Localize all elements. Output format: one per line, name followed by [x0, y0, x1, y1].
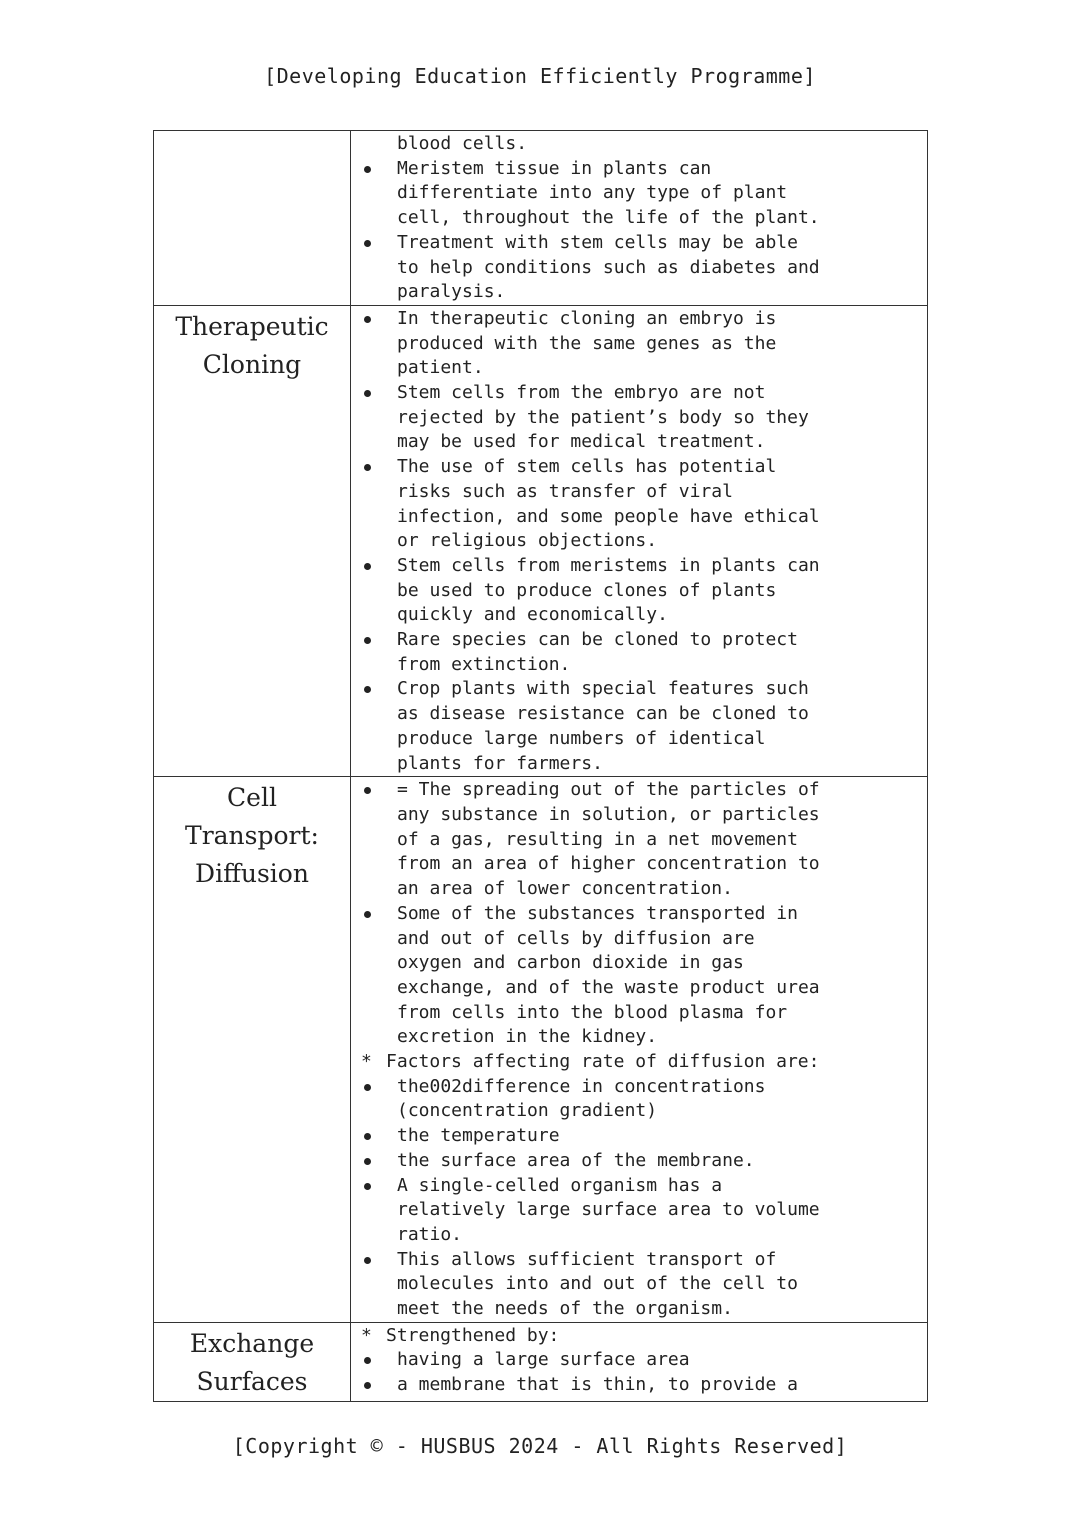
note-line: [351, 206, 927, 231]
bullet-icon: [351, 902, 397, 927]
note-line: [351, 1373, 927, 1398]
note-text: meet the needs of the organism.: [397, 1298, 733, 1320]
note-text: ratio.: [397, 1223, 463, 1245]
bullet-dot-icon: [364, 1158, 371, 1165]
note-text: from an area of higher concentration to: [397, 853, 820, 875]
note-text: produced with the same genes as the: [397, 332, 777, 354]
topic-title-line: Diffusion: [195, 859, 309, 889]
topic-cell: [154, 1322, 351, 1401]
topic-title-line: Cell: [227, 783, 277, 813]
table-row: [154, 131, 928, 306]
note-text: (concentration gradient): [397, 1100, 658, 1122]
note-line: [351, 579, 927, 604]
note-text: plants for farmers.: [397, 752, 603, 774]
bullet-dot-icon: [364, 240, 371, 247]
indent-spacer: [351, 1297, 397, 1322]
note-line: [351, 1223, 927, 1248]
note-line: [351, 951, 927, 976]
note-line: [351, 653, 927, 678]
note-text: In therapeutic cloning an embryo is: [397, 307, 777, 329]
note-line: [351, 1297, 927, 1322]
note-text: rejected by the patient’s body so they: [397, 406, 809, 428]
topic-title-line: Surfaces: [196, 1366, 308, 1396]
topic-cell: [154, 131, 351, 306]
topic-cell: [154, 777, 351, 1322]
note-text: exchange, and of the waste product urea: [397, 976, 820, 998]
bullet-dot-icon: [364, 166, 371, 173]
asterisk-glyph-icon: *: [361, 1051, 372, 1073]
bullet-icon: [351, 628, 397, 653]
note-line: [351, 976, 927, 1001]
note-line: [351, 406, 927, 431]
note-line: [351, 430, 927, 455]
note-line: [351, 132, 927, 157]
note-text: risks such as transfer of viral: [397, 480, 733, 502]
bullet-dot-icon: [364, 1133, 371, 1140]
note-text: molecules into and out of the cell to: [397, 1273, 798, 1295]
note-text: having a large surface area: [397, 1349, 690, 1371]
note-line: [351, 231, 927, 256]
note-line: [351, 752, 927, 777]
indent-spacer: [351, 951, 397, 976]
indent-spacer: [351, 356, 397, 381]
bullet-dot-icon: [364, 686, 371, 693]
note-line: [351, 1348, 927, 1373]
bullet-icon: [351, 1348, 397, 1373]
asterisk-icon: [351, 1324, 397, 1349]
table-row: [154, 1322, 928, 1401]
page-header: [Developing Education Efficiently Programme]: [264, 64, 816, 88]
bullet-dot-icon: [364, 390, 371, 397]
note-text: excretion in the kidney.: [397, 1026, 658, 1048]
note-line: [351, 181, 927, 206]
note-line: [351, 455, 927, 480]
note-text: oxygen and carbon dioxide in gas: [397, 952, 744, 974]
note-text: an area of lower concentration.: [397, 878, 733, 900]
bullet-dot-icon: [364, 1084, 371, 1091]
bullet-icon: [351, 231, 397, 256]
note-text: Meristem tissue in plants can: [397, 157, 712, 179]
bullet-icon: [351, 157, 397, 182]
note-text: Rare species can be cloned to protect: [397, 629, 798, 651]
indent-spacer: [351, 480, 397, 505]
note-line: [351, 828, 927, 853]
note-text: produce large numbers of identical: [397, 727, 766, 749]
note-text: any substance in solution, or particles: [397, 803, 820, 825]
indent-spacer: [351, 280, 397, 305]
bullet-icon: [351, 455, 397, 480]
indent-spacer: [351, 256, 397, 281]
note-line: [351, 1198, 927, 1223]
note-line: [351, 307, 927, 332]
indent-spacer: [351, 927, 397, 952]
note-line: [351, 157, 927, 182]
topic-cell: [154, 305, 351, 776]
indent-spacer: [351, 1099, 397, 1124]
asterisk-glyph-icon: *: [361, 1324, 372, 1346]
topic-title-line: Cloning: [202, 349, 302, 379]
notes-table: [153, 130, 928, 1402]
note-text: = The spreading out of the particles of: [397, 779, 820, 801]
note-line: [351, 902, 927, 927]
topic-title-line: Therapeutic: [175, 311, 329, 341]
bullet-dot-icon: [364, 637, 371, 644]
notes-cell: [351, 1322, 928, 1401]
note-line: [351, 1050, 927, 1075]
note-line: [351, 256, 927, 281]
indent-spacer: [351, 1025, 397, 1050]
note-text: the surface area of the membrane.: [397, 1149, 755, 1171]
bullet-icon: [351, 1174, 397, 1199]
note-text: blood cells.: [397, 133, 528, 154]
note-text: patient.: [397, 357, 484, 379]
indent-spacer: [351, 430, 397, 455]
indent-spacer: [351, 603, 397, 628]
note-text: paralysis.: [397, 281, 506, 303]
note-text: may be used for medical treatment.: [397, 431, 766, 453]
bullet-icon: [351, 1149, 397, 1174]
note-line: [351, 727, 927, 752]
note-line: [351, 1025, 927, 1050]
indent-spacer: [351, 1198, 397, 1223]
note-text: of a gas, resulting in a net movement: [397, 828, 798, 850]
note-line: [351, 1174, 927, 1199]
note-line: [351, 1149, 927, 1174]
note-text: be used to produce clones of plants: [397, 579, 777, 601]
note-line: [351, 1075, 927, 1100]
note-line: [351, 877, 927, 902]
note-line: [351, 803, 927, 828]
note-line: [351, 529, 927, 554]
note-line: [351, 280, 927, 305]
note-text: and out of cells by diffusion are: [397, 927, 755, 949]
indent-spacer: [351, 976, 397, 1001]
table-row: [154, 777, 928, 1322]
indent-spacer: [351, 132, 397, 157]
bullet-dot-icon: [364, 464, 371, 471]
note-text: Some of the substances transported in: [397, 902, 798, 924]
note-text: Strengthened by:: [386, 1324, 560, 1346]
note-text: quickly and economically.: [397, 604, 668, 626]
bullet-icon: [351, 307, 397, 332]
indent-spacer: [351, 1223, 397, 1248]
note-line: [351, 677, 927, 702]
topic-title-line: Transport:: [185, 821, 319, 851]
note-line: [351, 554, 927, 579]
indent-spacer: [351, 529, 397, 554]
note-text: differentiate into any type of plant: [397, 182, 788, 204]
table-row: [154, 305, 928, 776]
bullet-icon: [351, 677, 397, 702]
bullet-dot-icon: [364, 316, 371, 323]
note-text: cell, throughout the life of the plant.: [397, 207, 820, 229]
note-line: [351, 381, 927, 406]
bullet-dot-icon: [364, 1382, 371, 1389]
note-text: Stem cells from meristems in plants can: [397, 554, 820, 576]
note-line: [351, 628, 927, 653]
note-text: as disease resistance can be cloned to: [397, 703, 809, 725]
note-text: Stem cells from the embryo are not: [397, 382, 766, 404]
note-line: [351, 1248, 927, 1273]
note-line: [351, 356, 927, 381]
note-line: [351, 927, 927, 952]
note-line: [351, 852, 927, 877]
indent-spacer: [351, 653, 397, 678]
bullet-icon: [351, 381, 397, 406]
note-line: [351, 603, 927, 628]
note-line: [351, 505, 927, 530]
indent-spacer: [351, 206, 397, 231]
bullet-dot-icon: [364, 911, 371, 918]
notes-cell: [351, 777, 928, 1322]
note-text: or religious objections.: [397, 530, 658, 552]
note-text: infection, and some people have ethical: [397, 505, 820, 527]
bullet-icon: [351, 554, 397, 579]
notes-cell: [351, 131, 928, 306]
indent-spacer: [351, 803, 397, 828]
indent-spacer: [351, 406, 397, 431]
bullet-dot-icon: [364, 1357, 371, 1364]
topic-title-line: Exchange: [189, 1328, 315, 1358]
note-line: [351, 480, 927, 505]
bullet-icon: [351, 1248, 397, 1273]
note-text: the temperature: [397, 1125, 560, 1147]
note-line: [351, 778, 927, 803]
indent-spacer: [351, 852, 397, 877]
indent-spacer: [351, 1001, 397, 1026]
bullet-dot-icon: [364, 787, 371, 794]
note-text: Crop plants with special features such: [397, 678, 809, 700]
indent-spacer: [351, 828, 397, 853]
page-footer: [Copyright © - HUSBUS 2024 - All Rights Reserved]: [232, 1434, 848, 1458]
note-text: The use of stem cells has potential: [397, 456, 777, 478]
indent-spacer: [351, 727, 397, 752]
indent-spacer: [351, 877, 397, 902]
asterisk-icon: [351, 1050, 397, 1075]
note-line: [351, 702, 927, 727]
indent-spacer: [351, 752, 397, 777]
note-text: This allows sufficient transport of: [397, 1248, 777, 1270]
indent-spacer: [351, 332, 397, 357]
note-text: from cells into the blood plasma for: [397, 1001, 788, 1023]
note-text: relatively large surface area to volume: [397, 1199, 820, 1221]
note-text: Treatment with stem cells may be able: [397, 231, 798, 253]
indent-spacer: [351, 505, 397, 530]
indent-spacer: [351, 1272, 397, 1297]
bullet-dot-icon: [364, 563, 371, 570]
note-line: [351, 1001, 927, 1026]
note-text: Factors affecting rate of diffusion are:: [386, 1051, 820, 1073]
note-text: from extinction.: [397, 653, 571, 675]
bullet-icon: [351, 1124, 397, 1149]
indent-spacer: [351, 181, 397, 206]
bullet-dot-icon: [364, 1257, 371, 1264]
note-line: [351, 1324, 927, 1349]
note-line: [351, 1272, 927, 1297]
indent-spacer: [351, 579, 397, 604]
indent-spacer: [351, 702, 397, 727]
note-text: a membrane that is thin, to provide a: [397, 1374, 798, 1396]
bullet-icon: [351, 1075, 397, 1100]
bullet-icon: [351, 1373, 397, 1398]
note-text: the002difference in concentrations: [397, 1075, 766, 1097]
note-text: A single-celled organism has a: [397, 1174, 723, 1196]
bullet-icon: [351, 778, 397, 803]
notes-cell: [351, 305, 928, 776]
bullet-dot-icon: [364, 1183, 371, 1190]
note-line: [351, 1099, 927, 1124]
note-text: to help conditions such as diabetes and: [397, 256, 820, 278]
note-line: [351, 332, 927, 357]
note-line: [351, 1124, 927, 1149]
